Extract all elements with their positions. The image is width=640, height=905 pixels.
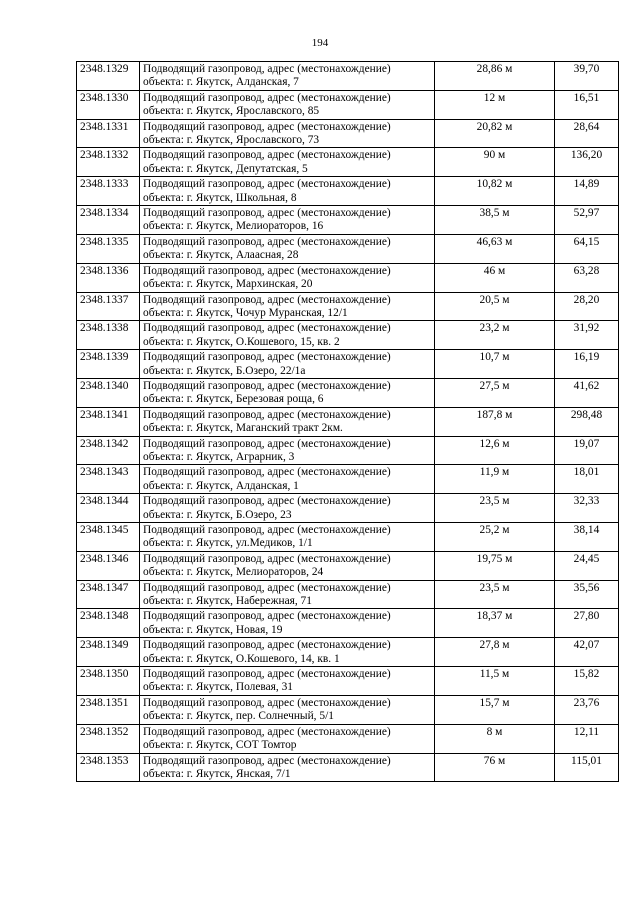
item-description [140, 119, 435, 148]
item-description [140, 350, 435, 379]
item-value: 19,07 [555, 436, 619, 465]
table-row [77, 62, 619, 91]
item-description-line2: объекта: г. Якутск, Б.Озеро, 23 [143, 508, 292, 521]
table-row [77, 695, 619, 724]
item-length: 90 м [435, 148, 555, 177]
item-length: 10,82 м [435, 177, 555, 206]
item-number: 2348.1329 [77, 62, 140, 91]
item-description [140, 177, 435, 206]
table-row [77, 321, 619, 350]
item-description-line2: объекта: г. Якутск, пер. Солнечный, 5/1 [143, 710, 334, 723]
item-description [140, 638, 435, 667]
item-description-line2: объекта: г. Якутск, Аграрник, 3 [143, 450, 295, 463]
item-number: 2348.1334 [77, 206, 140, 235]
item-length: 18,37 м [435, 609, 555, 638]
table-row [77, 407, 619, 436]
item-description-line1: Подводящий газопровод, адрес (местонахождение) [143, 408, 391, 421]
item-description [140, 494, 435, 523]
item-length: 10,7 м [435, 350, 555, 379]
table-row [77, 350, 619, 379]
item-description [140, 551, 435, 580]
item-description-line2: объекта: г. Якутск, Чочур Муранская, 12/1 [143, 306, 348, 319]
table-row [77, 523, 619, 552]
item-number: 2348.1347 [77, 580, 140, 609]
item-number: 2348.1350 [77, 667, 140, 696]
item-length: 15,7 м [435, 695, 555, 724]
item-number: 2348.1338 [77, 321, 140, 350]
item-description-line2: объекта: г. Якутск, ул.Медиков, 1/1 [143, 537, 313, 550]
item-length: 25,2 м [435, 523, 555, 552]
table-row [77, 148, 619, 177]
item-description-line2: объекта: г. Якутск, Депутатская, 5 [143, 162, 308, 175]
item-description-line1: Подводящий газопровод, адрес (местонахождение) [143, 120, 391, 133]
item-number: 2348.1339 [77, 350, 140, 379]
item-description [140, 62, 435, 91]
table-row [77, 234, 619, 263]
item-description-line2: объекта: г. Якутск, Ярославского, 85 [143, 105, 320, 118]
item-description [140, 378, 435, 407]
table-row [77, 551, 619, 580]
item-value: 298,48 [555, 407, 619, 436]
item-value: 31,92 [555, 321, 619, 350]
item-description-line2: объекта: г. Якутск, Алаасная, 28 [143, 249, 299, 262]
item-value: 39,70 [555, 62, 619, 91]
item-description-line1: Подводящий газопровод, адрес (местонахождение) [143, 264, 391, 277]
item-description-line1: Подводящий газопровод, адрес (местонахождение) [143, 639, 391, 652]
item-description-line1: Подводящий газопровод, адрес (местонахождение) [143, 466, 391, 479]
item-description-line2: объекта: г. Якутск, О.Кошевого, 14, кв. 1 [143, 652, 340, 665]
item-description-line2: объекта: г. Якутск, СОТ Томтор [143, 739, 297, 752]
item-description-line2: объекта: г. Якутск, Алданская, 1 [143, 479, 299, 492]
table-row [77, 638, 619, 667]
item-description [140, 234, 435, 263]
item-length: 46,63 м [435, 234, 555, 263]
item-length: 46 м [435, 263, 555, 292]
item-number: 2348.1341 [77, 407, 140, 436]
item-number: 2348.1332 [77, 148, 140, 177]
item-description-line2: объекта: г. Якутск, Школьная, 8 [143, 191, 297, 204]
item-description-line2: объекта: г. Якутск, Полевая, 31 [143, 681, 293, 694]
item-description [140, 580, 435, 609]
item-value: 64,15 [555, 234, 619, 263]
item-length: 28,86 м [435, 62, 555, 91]
table-row [77, 177, 619, 206]
item-description [140, 724, 435, 753]
item-description [140, 667, 435, 696]
table-row [77, 292, 619, 321]
item-length: 11,9 м [435, 465, 555, 494]
item-description-line1: Подводящий газопровод, адрес (местонахождение) [143, 524, 391, 536]
item-value: 28,20 [555, 292, 619, 321]
item-description-line1: Подводящий газопровод, адрес (местонахождение) [143, 610, 391, 623]
item-number: 2348.1337 [77, 292, 140, 321]
item-length: 12,6 м [435, 436, 555, 465]
item-number: 2348.1352 [77, 724, 140, 753]
item-value: 32,33 [555, 494, 619, 523]
item-value: 38,14 [555, 523, 619, 552]
item-value: 14,89 [555, 177, 619, 206]
item-length: 8 м [435, 724, 555, 753]
item-length: 11,5 м [435, 667, 555, 696]
item-description-line2: объекта: г. Якутск, Б.Озеро, 22/1а [143, 364, 306, 377]
item-length: 19,75 м [435, 551, 555, 580]
item-number: 2348.1340 [77, 378, 140, 407]
item-description [140, 263, 435, 292]
item-description-line1: Подводящий газопровод, адрес (местонахождение) [143, 668, 391, 681]
item-description-line1: Подводящий газопровод, адрес (местонахождение) [143, 379, 391, 392]
item-value: 23,76 [555, 695, 619, 724]
table-row [77, 753, 619, 782]
item-description-line1: Подводящий газопровод, адрес (местонахождение) [143, 581, 391, 594]
item-number: 2348.1330 [77, 90, 140, 119]
table-row [77, 90, 619, 119]
item-value: 28,64 [555, 119, 619, 148]
item-description [140, 90, 435, 119]
item-value: 27,80 [555, 609, 619, 638]
item-number: 2348.1343 [77, 465, 140, 494]
item-value: 18,01 [555, 465, 619, 494]
item-number: 2348.1353 [77, 753, 140, 782]
table-row [77, 378, 619, 407]
item-number: 2348.1348 [77, 609, 140, 638]
item-length: 187,8 м [435, 407, 555, 436]
item-description-line2: объекта: г. Якутск, Маганский тракт 2км. [143, 422, 343, 435]
table-row [77, 609, 619, 638]
item-description-line1: Подводящий газопровод, адрес (местонахождение) [143, 754, 391, 767]
item-description-line2: объекта: г. Якутск, Алданская, 7 [143, 76, 299, 89]
table-row [77, 263, 619, 292]
item-description-line2: объекта: г. Якутск, Мархинская, 20 [143, 278, 313, 291]
item-number: 2348.1345 [77, 523, 140, 552]
item-description [140, 292, 435, 321]
item-value: 63,28 [555, 263, 619, 292]
item-description [140, 523, 435, 552]
item-description [140, 753, 435, 782]
item-description [140, 436, 435, 465]
item-description-line1: Подводящий газопровод, адрес (местонахождение) [143, 495, 391, 508]
item-description-line1: Подводящий газопровод, адрес (местонахождение) [143, 149, 391, 162]
item-description-line2: объекта: г. Якутск, Янская, 7/1 [143, 767, 291, 780]
table-row [77, 436, 619, 465]
item-value: 52,97 [555, 206, 619, 235]
item-length: 23,2 м [435, 321, 555, 350]
item-description-line1: Подводящий газопровод, адрес (местонахождение) [143, 178, 391, 191]
item-description-line1: Подводящий газопровод, адрес (местонахождение) [143, 696, 391, 709]
item-description [140, 206, 435, 235]
item-number: 2348.1331 [77, 119, 140, 148]
table-row [77, 465, 619, 494]
item-length: 27,5 м [435, 378, 555, 407]
item-number: 2348.1335 [77, 234, 140, 263]
item-value: 115,01 [555, 753, 619, 782]
item-description-line2: объекта: г. Якутск, Мелиораторов, 16 [143, 220, 324, 233]
item-length: 20,5 м [435, 292, 555, 321]
item-description-line2: объекта: г. Якутск, О.Кошевого, 15, кв. 2 [143, 335, 340, 348]
item-number: 2348.1344 [77, 494, 140, 523]
item-number: 2348.1351 [77, 695, 140, 724]
item-description-line1: Подводящий газопровод, адрес (местонахождение) [143, 235, 391, 248]
item-number: 2348.1336 [77, 263, 140, 292]
table-row [77, 580, 619, 609]
item-description [140, 321, 435, 350]
item-description-line2: объекта: г. Якутск, Мелиораторов, 24 [143, 566, 324, 579]
item-description [140, 609, 435, 638]
item-description-line1: Подводящий газопровод, адрес (местонахождение) [143, 725, 391, 738]
item-description [140, 148, 435, 177]
item-description-line1: Подводящий газопровод, адрес (местонахождение) [143, 552, 391, 565]
item-value: 15,82 [555, 667, 619, 696]
item-number: 2348.1333 [77, 177, 140, 206]
table-row [77, 724, 619, 753]
item-number: 2348.1349 [77, 638, 140, 667]
item-value: 12,11 [555, 724, 619, 753]
registry-table-body [77, 62, 619, 782]
item-length: 12 м [435, 90, 555, 119]
item-description [140, 465, 435, 494]
item-length: 38,5 м [435, 206, 555, 235]
item-value: 16,19 [555, 350, 619, 379]
item-description-line2: объекта: г. Якутск, Ярославского, 73 [143, 134, 320, 147]
item-length: 76 м [435, 753, 555, 782]
item-description-line1: Подводящий газопровод, адрес (местонахождение) [143, 63, 391, 75]
item-description-line1: Подводящий газопровод, адрес (местонахождение) [143, 322, 391, 335]
item-number: 2348.1346 [77, 551, 140, 580]
registry-table [76, 61, 619, 782]
table-row [77, 206, 619, 235]
item-value: 16,51 [555, 90, 619, 119]
item-value: 42,07 [555, 638, 619, 667]
item-description-line1: Подводящий газопровод, адрес (местонахождение) [143, 207, 391, 220]
item-value: 136,20 [555, 148, 619, 177]
table-row [77, 119, 619, 148]
item-length: 27,8 м [435, 638, 555, 667]
item-description-line1: Подводящий газопровод, адрес (местонахождение) [143, 351, 391, 364]
item-value: 35,56 [555, 580, 619, 609]
table-row [77, 494, 619, 523]
item-value: 41,62 [555, 378, 619, 407]
item-description-line2: объекта: г. Якутск, Набережная, 71 [143, 595, 312, 608]
item-description-line1: Подводящий газопровод, адрес (местонахождение) [143, 437, 391, 450]
item-description [140, 407, 435, 436]
table-row [77, 667, 619, 696]
item-length: 23,5 м [435, 494, 555, 523]
item-description [140, 695, 435, 724]
item-description-line1: Подводящий газопровод, адрес (местонахождение) [143, 293, 391, 306]
item-value: 24,45 [555, 551, 619, 580]
page-number: 194 [311, 37, 329, 49]
item-description-line2: объекта: г. Якутск, Березовая роща, 6 [143, 393, 324, 406]
item-description-line1: Подводящий газопровод, адрес (местонахождение) [143, 91, 391, 104]
item-length: 23,5 м [435, 580, 555, 609]
item-description-line2: объекта: г. Якутск, Новая, 19 [143, 623, 283, 636]
item-number: 2348.1342 [77, 436, 140, 465]
item-length: 20,82 м [435, 119, 555, 148]
